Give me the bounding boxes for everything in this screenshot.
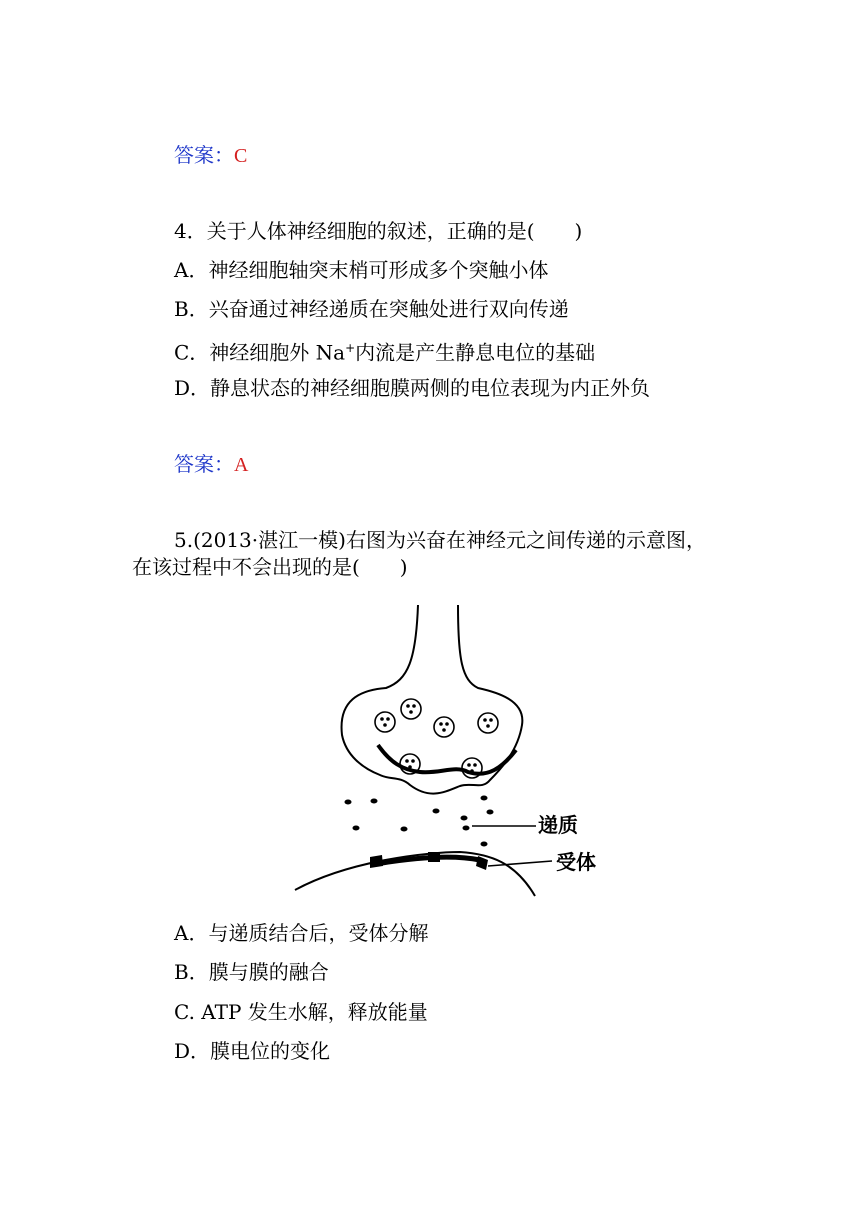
answer-q3	[174, 142, 247, 169]
answer-label: 答案：	[174, 143, 234, 167]
question-5-stem-line1: 5.(2013·湛江一模)右图为兴奋在神经元之间传递的示意图，	[174, 528, 706, 552]
receptor	[428, 852, 440, 862]
question-4-option-d: D．静息状态的神经细胞膜两侧的电位表现为内正外负	[174, 376, 651, 400]
question-4-option-b: B．兴奋通过神经递质在突触处进行双向传递	[174, 297, 569, 321]
question-4-option-a: A．神经细胞轴突末梢可形成多个突触小体	[174, 258, 549, 282]
option-c-text-pre: C．神经细胞外 Na	[174, 340, 346, 365]
answer-value: C	[234, 145, 248, 167]
question-5-stem-line2: 在该过程中不会出现的是( )	[132, 555, 408, 579]
vesicle	[478, 713, 498, 733]
receptor-leader-line	[488, 861, 552, 866]
option-c-text-post: 内流是产生静息电位的基础	[355, 340, 596, 365]
question-5-option-d: D．膜电位的变化	[174, 1039, 331, 1063]
receptor	[476, 856, 488, 870]
vesicles	[375, 699, 498, 778]
question-4-option-c	[174, 335, 595, 366]
question-4-stem: 4．关于人体神经细胞的叙述，正确的是( )	[174, 219, 583, 243]
presynaptic-membrane	[378, 745, 516, 774]
label-receptor: 受体	[556, 850, 596, 874]
question-5-option-a: A．与递质结合后，受体分解	[174, 921, 429, 945]
postsynaptic-membrane-thick	[370, 857, 480, 865]
answer-q4	[174, 451, 248, 478]
vesicle	[375, 712, 395, 732]
receptor	[370, 855, 383, 868]
synapse-diagram	[290, 600, 620, 900]
answer-value: A	[234, 454, 249, 476]
answer-label: 答案：	[174, 452, 234, 476]
vesicle	[401, 699, 421, 719]
vesicle	[434, 717, 454, 737]
transmitter-molecules	[345, 796, 494, 847]
presynaptic-terminal	[342, 605, 523, 794]
question-5-option-c: C. ATP 发生水解，释放能量	[174, 1000, 428, 1024]
label-transmitter: 递质	[538, 813, 578, 837]
question-5-option-b: B．膜与膜的融合	[174, 960, 329, 984]
sodium-charge: +	[345, 341, 356, 355]
